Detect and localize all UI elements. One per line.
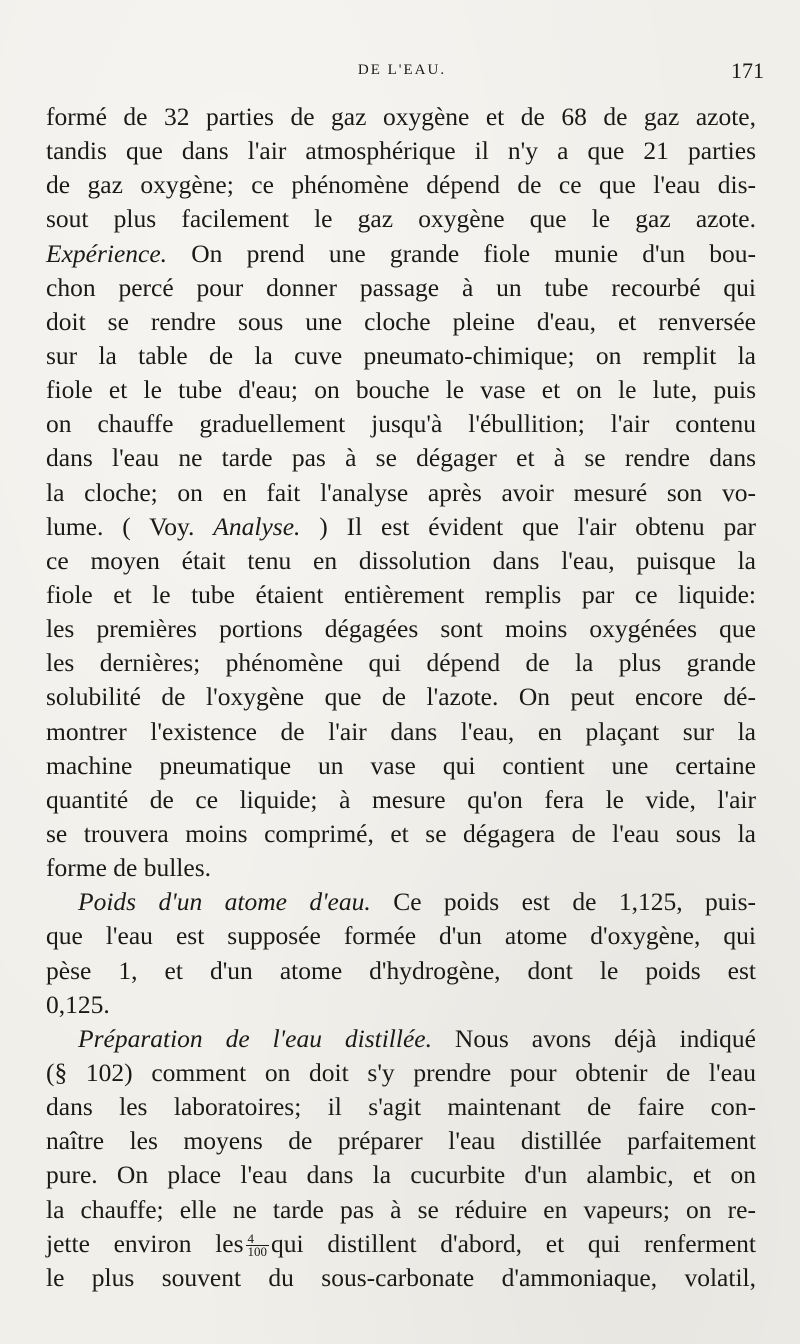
text-line: formé de 32 parties de gaz oxygène et de 68 de gaz azote, [46, 102, 756, 131]
analyse-reference: Analyse. [213, 511, 301, 541]
voy-line-before: lume. ( Voy. [46, 511, 195, 541]
fraction-line-after: qui distillent d'abord, et qui renferment [271, 1228, 756, 1258]
text-line: fiole et le tube étaient entièrement remplis par ce liquide: [46, 579, 756, 609]
preparation-first-line [46, 1022, 756, 1056]
text-line: dans l'eau ne tarde pas à se dégager et à se rendre dans [46, 443, 756, 473]
text-line: la cloche; on en fait l'analyse après avoir mesuré son vo- [46, 477, 756, 507]
fraction-line-before: jette environ les [46, 1228, 244, 1258]
text-line: fiole et le tube d'eau; on bouche le vase et on le lute, puis [46, 375, 756, 405]
text-line: montrer l'existence de l'air dans l'eau, en plaçant sur la [46, 716, 756, 746]
text-line: (§ 102) comment on doit s'y prendre pour obtenir de l'eau [46, 1057, 756, 1087]
text-line: tandis que dans l'air atmosphérique il n'y a que 21 parties [46, 136, 756, 166]
text-line: pèse 1, et d'un atome d'hydrogène, dont le poids est [46, 955, 756, 985]
page-number: 171 [731, 58, 764, 83]
page-header [40, 58, 764, 90]
poids-first-line [46, 885, 756, 919]
text-line: machine pneumatique un vase qui contient une certaine [46, 750, 756, 780]
experience-label: Expérience. [46, 238, 168, 268]
text-line: solubilité de l'oxygène que de l'azote. On peut encore dé- [46, 682, 756, 712]
running-head: DE L'EAU. [357, 62, 447, 78]
text-line: quantité de ce liquide; à mesure qu'on fera le vide, l'air [46, 784, 756, 814]
text-line: pure. On place l'eau dans la cucurbite d'un alambic, et on [46, 1160, 756, 1190]
preparation-label: Préparation de l'eau distillée. [78, 1023, 432, 1053]
text-line: se trouvera moins comprimé, et se dégagera de l'eau sous la [46, 818, 756, 848]
text-line: forme de bulles. [46, 853, 211, 883]
text-line: ce moyen était tenu en dissolution dans l'eau, puisque la [46, 545, 756, 575]
fraction [246, 1233, 270, 1258]
voy-line-after: ) Il est évident que l'air obtenu par [319, 511, 757, 541]
voy-line [46, 510, 756, 544]
experience-first-line-text: On prend une grande fiole munie d'un bou- [191, 238, 756, 268]
text-line: on chauffe graduellement jusqu'à l'ébullition; l'air contenu [46, 409, 756, 439]
text-line: les premières portions dégagées sont moins oxygénées que [46, 614, 756, 644]
text-line: 0,125. [46, 989, 110, 1019]
text-line: naître les moyens de préparer l'eau distillée parfaitement [46, 1126, 756, 1156]
text-line: chon percé pour donner passage à un tube recourbé qui [46, 272, 756, 302]
fraction-line [46, 1227, 756, 1261]
text-line: que l'eau est supposée formée d'un atome d'oxygène, qui [46, 921, 756, 951]
text-line: dans les laboratoires; il s'agit maintenant de faire con- [46, 1092, 756, 1122]
text-line: doit se rendre sous une cloche pleine d'eau, et renversée [46, 306, 756, 336]
fraction-denominator: 100 [247, 1244, 268, 1260]
experience-first-line [46, 237, 756, 271]
text-line: de gaz oxygène; ce phénomène dépend de ce que l'eau dis- [46, 170, 756, 200]
fraction-numerator: 4 [246, 1233, 270, 1246]
poids-label: Poids d'un atome d'eau. [78, 887, 371, 917]
poids-first-line-text: Ce poids est de 1,125, puis- [393, 887, 757, 917]
text-line: sout plus facilement le gaz oxygène que le gaz azote. [46, 204, 756, 234]
text-line: la chauffe; elle ne tarde pas à se réduire en vapeurs; on re- [46, 1194, 756, 1224]
text-line: le plus souvent du sous-carbonate d'ammoniaque, volatil, [46, 1262, 756, 1292]
text-line: sur la table de la cuve pneumato-chimique; on remplit la [46, 340, 756, 370]
preparation-first-line-text: Nous avons déjà indiqué [454, 1023, 756, 1053]
text-line: les dernières; phénomène qui dépend de la plus grande [46, 648, 756, 678]
body-text [46, 100, 756, 1295]
